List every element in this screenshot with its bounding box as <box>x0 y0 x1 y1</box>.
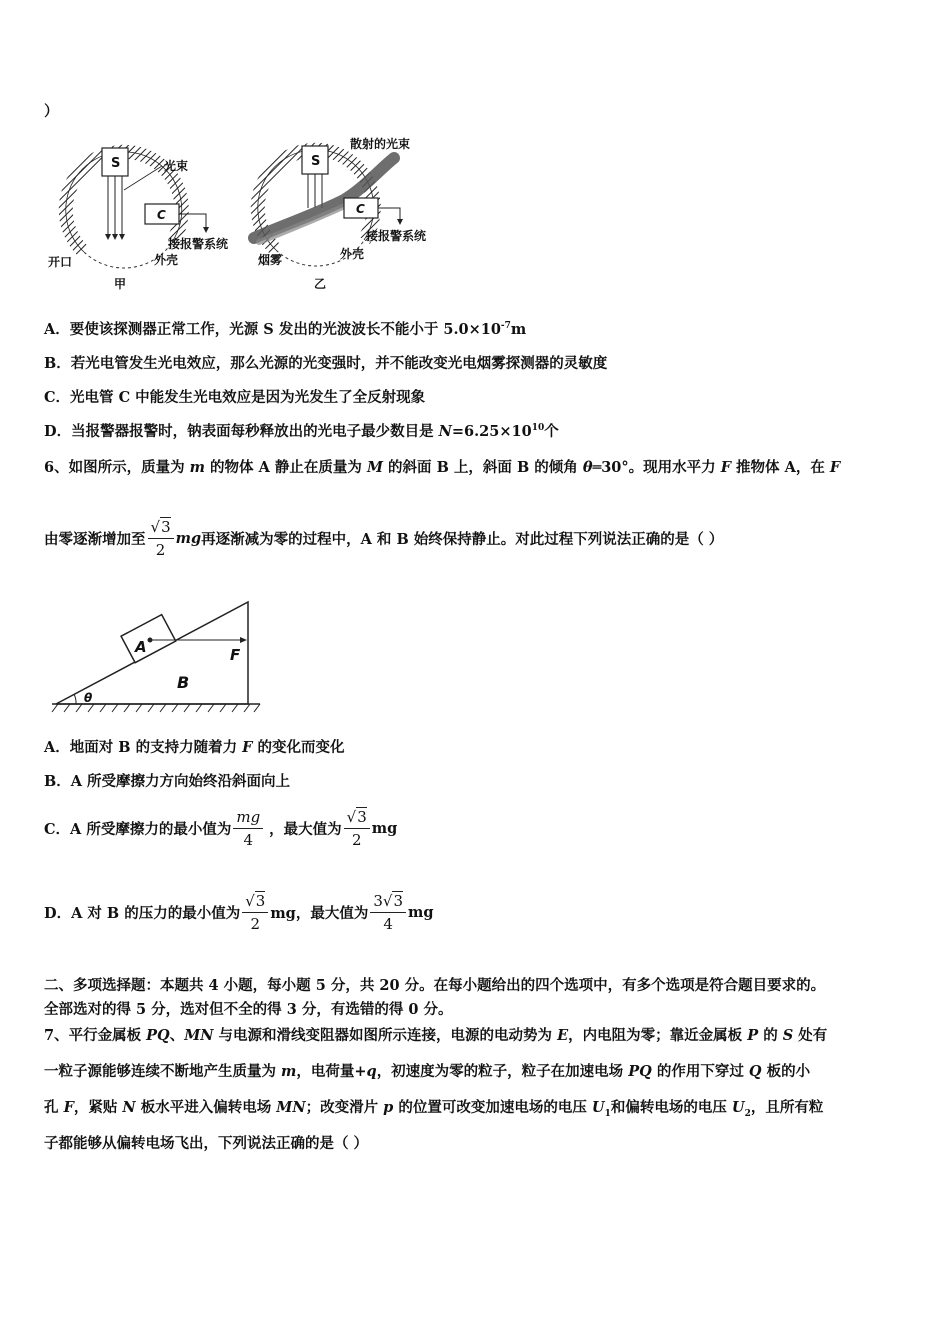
q5-option-d: D．当报警器报警时，钠表面每秒释放出的光电子最少数目是 $N=6.25\times 10^{10}$个 <box>44 423 559 440</box>
q7-stem-line1: 7、平行金属板 PQ、MN 与电源和滑线变阻器如图所示连接，电源的电动势为 E，内电阻为零；靠近金属板 P 的 S 处有 <box>44 1027 828 1044</box>
q5-option-b: B．若光电管发生光电效应，那么光源的光变强时，并不能改变光电烟雾探测器的灵敏度 <box>44 355 608 372</box>
section2-header-line1: 二、多项选择题：本题共 4 小题，每小题 5 分，共 20 分。在每小题给出的四个选项中，有多个选项是符合题目要求的。 <box>44 977 826 994</box>
fraction-sqrt3-over-2: $\frac{√3}{2}$ <box>148 516 174 561</box>
baojing-label-right: 接报警系统 <box>366 229 427 243</box>
kaikou-label: 开口 <box>48 255 73 269</box>
section2-header-line2: 全部选对的得 5 分，选对但不全的得 3 分，有选错的得 0 分。 <box>44 1001 453 1018</box>
q7-stem-line3: 孔 F，紧贴 N 板水平进入偏转电场 MN；改变滑片 p 的位置可改变加速电场的电压 $U_1$和偏转电场的电压 $U_2$，且所有粒 <box>44 1099 824 1119</box>
q6-stem-line2: 由零逐渐增加至 $\frac{√3}{2}$ mg 再逐渐减为零的过程中，A 和 B 始终保持静止。对此过程下列说法正确的是（ ） <box>44 518 724 559</box>
figure-label-jia: 甲 <box>114 277 127 291</box>
q6-option-d: D．A 对 B 的压力的最小值为 $\frac{√3}{2}$ mg，最大值为 $\frac{3√3}{4}$ mg <box>44 892 434 933</box>
c-label-left: C <box>157 208 166 222</box>
waike-label-right: 外壳 <box>340 247 365 261</box>
baojing-label-left: 接报警系统 <box>168 237 229 251</box>
c-label-right: C <box>356 202 365 216</box>
label-b: B <box>177 673 190 692</box>
q6-stem-line1: 6、如图所示，质量为 m 的物体 A 静止在质量为 M 的斜面 B 上，斜面 B 的倾角 θ═30°。现用水平力 F 推物体 A，在 F <box>44 459 841 476</box>
q6-option-a: A．地面对 B 的支持力随着力 F 的变化而变化 <box>44 739 345 756</box>
waike-label-left: 外壳 <box>154 253 179 267</box>
q5-option-c: C．光电管 C 中能发生光电效应是因为光发生了全反射现象 <box>44 389 426 406</box>
label-a: A <box>135 638 147 656</box>
incline-figure <box>44 598 274 720</box>
smoke-detector-figure <box>44 130 454 295</box>
q6-option-c: C．A 所受摩擦力的最小值为 $\frac{mg}{4}$ ，最大值为 $\frac{√3}{2}$ mg <box>44 808 398 849</box>
s-label-left: S <box>111 156 121 171</box>
q5-option-a: A．要使该探测器正常工作，光源 S 发出的光波波长不能小于 $5.0\times 10^{-7}m$ <box>44 321 527 338</box>
yanwu-label: 烟雾 <box>258 253 283 267</box>
label-theta: θ <box>84 691 93 705</box>
sanshe-label: 散射的光束 <box>350 137 411 151</box>
label-f: F <box>230 646 241 664</box>
q7-stem-line4: 子都能够从偏转电场飞出，下列说法正确的是（ ） <box>44 1135 369 1152</box>
guangshu-label: 光束 <box>164 159 189 173</box>
s-label-right: S <box>311 154 321 169</box>
q6-option-b: B．A 所受摩擦力方向始终沿斜面向上 <box>44 773 291 790</box>
question-continuation-paren: ） <box>44 103 59 120</box>
q7-stem-line2: 一粒子源能够连续不断地产生质量为 m，电荷量+q，初速度为零的粒子，粒子在加速电场 PQ 的作用下穿过 Q 板的小 <box>44 1063 811 1080</box>
figure-label-yi: 乙 <box>314 277 327 291</box>
detector-yi-diagram <box>254 136 426 291</box>
detector-jia-diagram <box>48 148 228 291</box>
